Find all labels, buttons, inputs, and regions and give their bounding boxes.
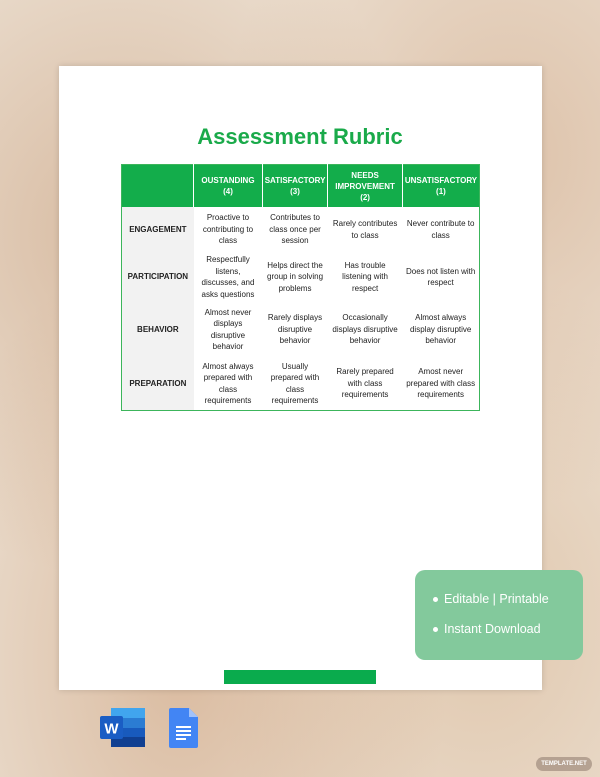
feature-editable: Editable | Printable [433,592,549,606]
header-cell: SATISFACTORY (3) [262,165,328,208]
table-cell: Almost never displays disruptive behavior [204,307,252,351]
footer-bar [224,670,376,684]
row-label: PREPARATION [122,357,194,411]
table-row [122,207,480,252]
table-row [122,252,480,302]
header-cell [122,165,194,208]
table-cell: Almost always prepared with class requirements [202,361,254,405]
table-cell: Usually prepared with class requirements [270,361,320,405]
watermark: TEMPLATE.NET [536,757,592,771]
table-cell: Has trouble listening with respect [342,260,388,293]
header-cell: OUSTANDING (4) [194,165,262,208]
features-badge [415,570,583,660]
table-cell: Rarely prepared with class requirements [336,367,394,400]
row-label: PARTICIPATION [122,252,194,302]
row-label: ENGAGEMENT [122,207,194,252]
header-cell: NEEDS IMPROVEMENT (2) [328,165,403,208]
rubric-table [121,164,480,411]
table-cell: Amost never prepared with class requirements [406,367,476,400]
feature-download: Instant Download [433,622,541,636]
table-row [122,357,480,411]
word-icon[interactable] [100,708,145,747]
table-cell: Never contribute to class [406,219,475,240]
header-row [122,165,480,208]
table-cell: Rarely displays disruptive behavior [267,313,323,346]
document-title: Assessment Rubric [197,124,403,149]
table-cell: Proactive to contributing to class [202,213,254,246]
row-label: BEHAVIOR [122,302,194,357]
table-row [122,302,480,357]
table-cell: Respectfully listens, discusses, and asks questions [201,255,255,299]
table-cell: Almost always display disruptive behavior [409,313,472,346]
google-docs-icon[interactable] [169,708,198,748]
table-cell: Rarely contributes to class [332,219,398,240]
table-cell: Does not listen with respect [405,266,476,287]
table-cell: Helps direct the group in solving problems [267,260,324,293]
table-cell: Occasionally displays disruptive behavior [332,313,398,346]
header-cell: UNSATISFACTORY (1) [402,165,479,208]
table-cell: Contributes to class once per session [269,213,321,246]
svg-text:W: W [104,720,119,738]
